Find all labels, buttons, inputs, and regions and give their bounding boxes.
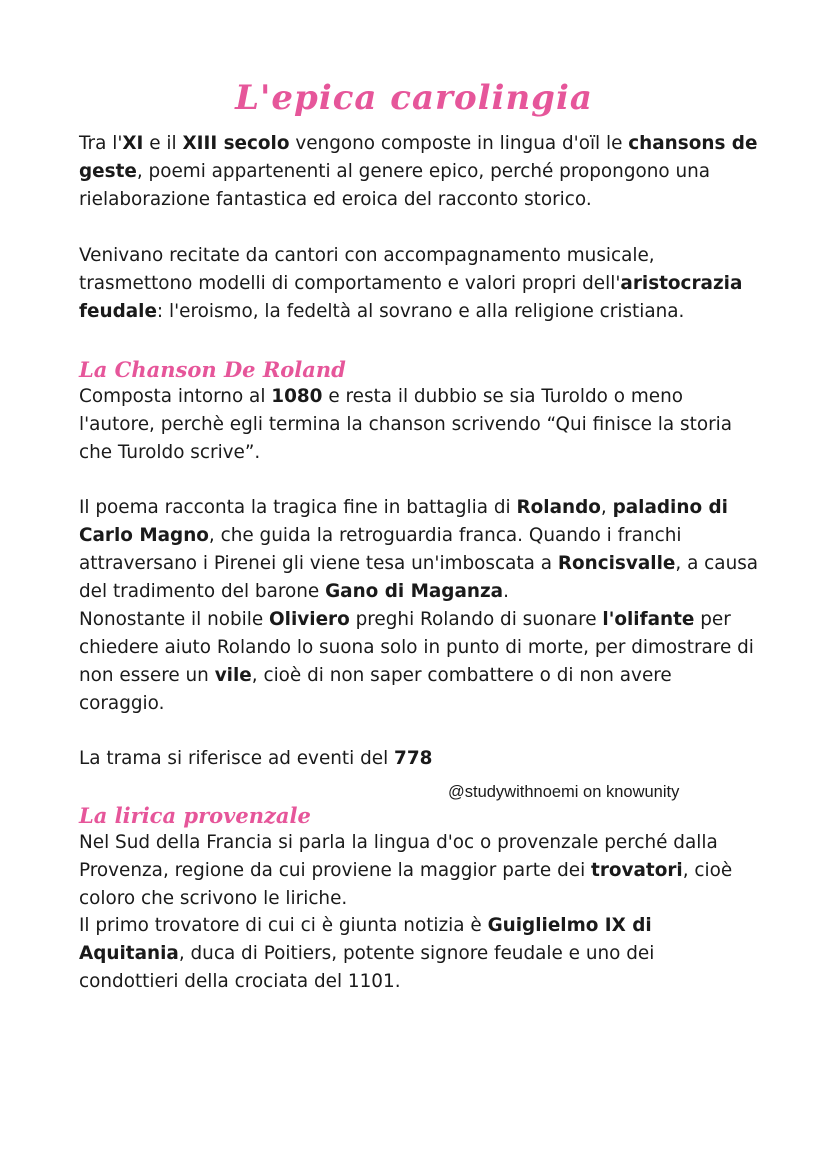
text-run: Nonostante il nobile [79, 609, 270, 630]
roland-paragraph-2 [79, 494, 759, 606]
text-run: Tra l' [79, 133, 123, 154]
text-run: , che guida la retroguardia franca. Quando i franchi attraversano i Pirenei gli viene tesa un'imboscata a [79, 525, 682, 574]
text-run: , cioè di non saper combattere o di non avere coraggio. [79, 665, 672, 714]
text-run: . [503, 581, 509, 602]
text-run: La trama si riferisce ad eventi del [79, 748, 395, 769]
text-run: vengono composte in lingua d'oïl le [289, 133, 629, 154]
bold-term: 778 [394, 748, 433, 769]
bold-term: Guiglielmo IX di Aquitania [79, 915, 652, 964]
bold-term: XI [122, 133, 144, 154]
text-run: : l'eroismo, la fedeltà al sovrano e alla religione cristiana. [156, 301, 685, 322]
text-run: e il [143, 133, 183, 154]
section-heading-lirica: La lirica provenzale [79, 803, 311, 828]
bold-term: XIII secolo [182, 133, 290, 154]
bold-term: paladino di Carlo Magno [79, 497, 728, 546]
lirica-paragraph-2 [79, 912, 759, 996]
text-run: , duca di Poitiers, potente signore feudale e uno dei condottieri della crociata del 1101. [79, 943, 655, 992]
roland-paragraph-1 [79, 383, 759, 467]
text-run: , a causa del tradimento del barone [79, 553, 759, 602]
bold-term: chansons de geste [79, 133, 758, 182]
intro-paragraph-2 [79, 242, 759, 326]
page-title: L'epica carolingia [235, 78, 593, 118]
text-run: , poemi appartenenti al genere epico, perché propongono una rielaborazione fantastica ed eroica del racconto storico. [79, 161, 711, 210]
text-run: , cioè coloro che scrivono le liriche. [79, 860, 733, 909]
bold-term: Oliviero [269, 609, 350, 630]
text-run: Nel Sud della Francia si parla la lingua d'oc o provenzale perché dalla Provenza, regione da cui proviene la maggior parte dei [79, 832, 718, 881]
watermark-credit: @studywithnoemi on knowunity [448, 783, 680, 801]
text-run: Composta intorno al [79, 386, 272, 407]
intro-paragraph-1 [79, 130, 759, 214]
text-run: preghi Rolando di suonare [349, 609, 603, 630]
section-heading-roland: La Chanson De Roland [79, 357, 346, 382]
bold-term: Rolando [516, 497, 601, 518]
bold-term: l'olifante [602, 609, 695, 630]
bold-term: Gano di Maganza [325, 581, 504, 602]
text-run: Il poema racconta la tragica fine in battaglia di [79, 497, 517, 518]
text-run: , [600, 497, 613, 518]
bold-term: 1080 [271, 386, 323, 407]
roland-paragraph-3 [79, 606, 759, 718]
bold-term: aristocrazia feudale [79, 273, 743, 322]
text-run: Il primo trovatore di cui ci è giunta notizia è [79, 915, 488, 936]
text-run: Venivano recitate da cantori con accompagnamento musicale, trasmettono modelli di comportamento e valori propri dell' [79, 245, 655, 294]
text-run: e resta il dubbio se sia Turoldo o meno l'autore, perchè egli termina la chanson scrivendo “Qui finisce la storia che Turoldo scrive”. [79, 386, 733, 463]
bold-term: trovatori [591, 860, 683, 881]
bold-term: Roncisvalle [557, 553, 676, 574]
roland-paragraph-4 [79, 745, 759, 773]
bold-term: vile [214, 665, 252, 686]
lirica-paragraph-1 [79, 829, 759, 913]
text-run: per chiedere aiuto Rolando lo suona solo in punto di morte, per dimostrare di non essere un [79, 609, 754, 686]
